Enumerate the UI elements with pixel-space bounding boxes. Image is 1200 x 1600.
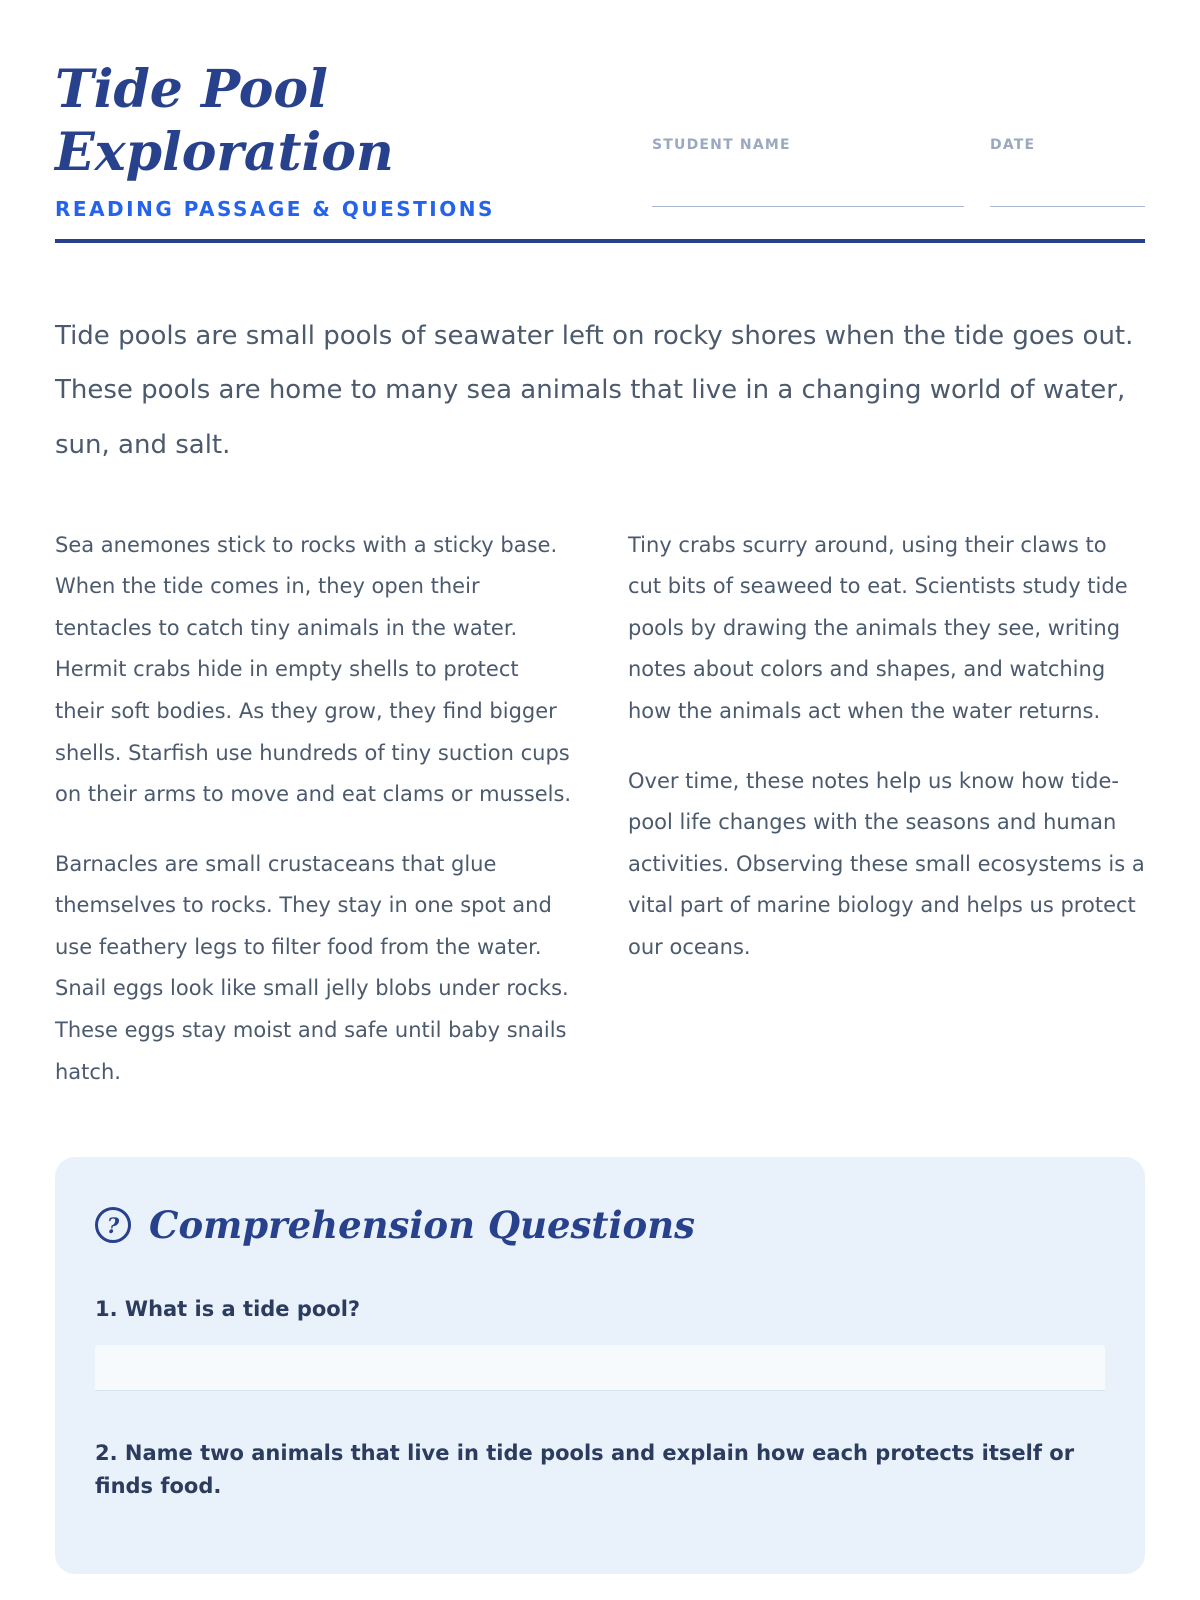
passage-columns [55,525,1145,1094]
intro-paragraph: Tide pools are small pools of seawater left on rocky shores when the tide goes out. These pools are home to many sea animals that live in a changing world of water, sun, and salt. [55,320,1134,461]
passage-paragraph-4: Over time, these notes help us know how tide-pool life changes with the seasons and human activities. Observing these small ecosystems is a vital part of marine biology and helps us protect our oceans. [628,768,1145,959]
date-line [990,153,1145,207]
date-field [990,137,1145,207]
question-item-1 [95,1293,1105,1391]
title-block [55,58,652,221]
passage-column-right [628,525,1145,1094]
passage-paragraph-3: Tiny crabs scurry around, using their claws to cut bits of seaweed to eat. Scientists study tide pools by drawing the animals they see, writing notes about colors and shapes, and watching how the animals act when the water returns. [628,532,1128,723]
question-1-label: 1. What is a tide pool? [95,1297,361,1322]
student-name-field [652,137,964,207]
page-subtitle: READING PASSAGE & QUESTIONS [55,196,495,221]
page-title-line-2: Exploration [55,122,394,184]
question-1-answer-input[interactable] [95,1345,1105,1391]
header [55,58,1145,221]
student-name-line [652,153,964,207]
comprehension-questions-panel [55,1157,1145,1574]
questions-panel-heading [95,1203,1105,1247]
passage-column-left [55,525,572,1094]
date-label: DATE [990,136,1036,153]
question-2-label: 2. Name two animals that live in tide pools and explain how each protects itself or finds food. [95,1440,1075,1499]
page-title-line-1: Tide Pool [55,59,328,120]
passage-paragraph-2: Barnacles are small crustaceans that glue themselves to rocks. They stay in one spot and use feathery legs to filter food from the water. Snail eggs look like small jelly blobs under rocks. These eggs stay moist and safe until baby snails hatch. [55,851,569,1084]
passage-paragraph-1: Sea anemones stick to rocks with a sticky base. When the tide comes in, they open their tentacles to catch tiny animals in the water. Hermit crabs hide in empty shells to protect their soft bodies. As they grow, they find bigger shells. Starfish use hundreds of tiny suction cups on their arms to move and eat clams or mussels. [55,532,572,807]
student-name-label: STUDENT NAME [652,136,791,153]
header-divider [55,239,1145,243]
questions-heading: Comprehension Questions [149,1203,695,1248]
question-circle-icon: ? [95,1207,131,1243]
question-item-2 [95,1437,1105,1504]
header-fields [652,137,1145,221]
page-title [55,58,652,185]
